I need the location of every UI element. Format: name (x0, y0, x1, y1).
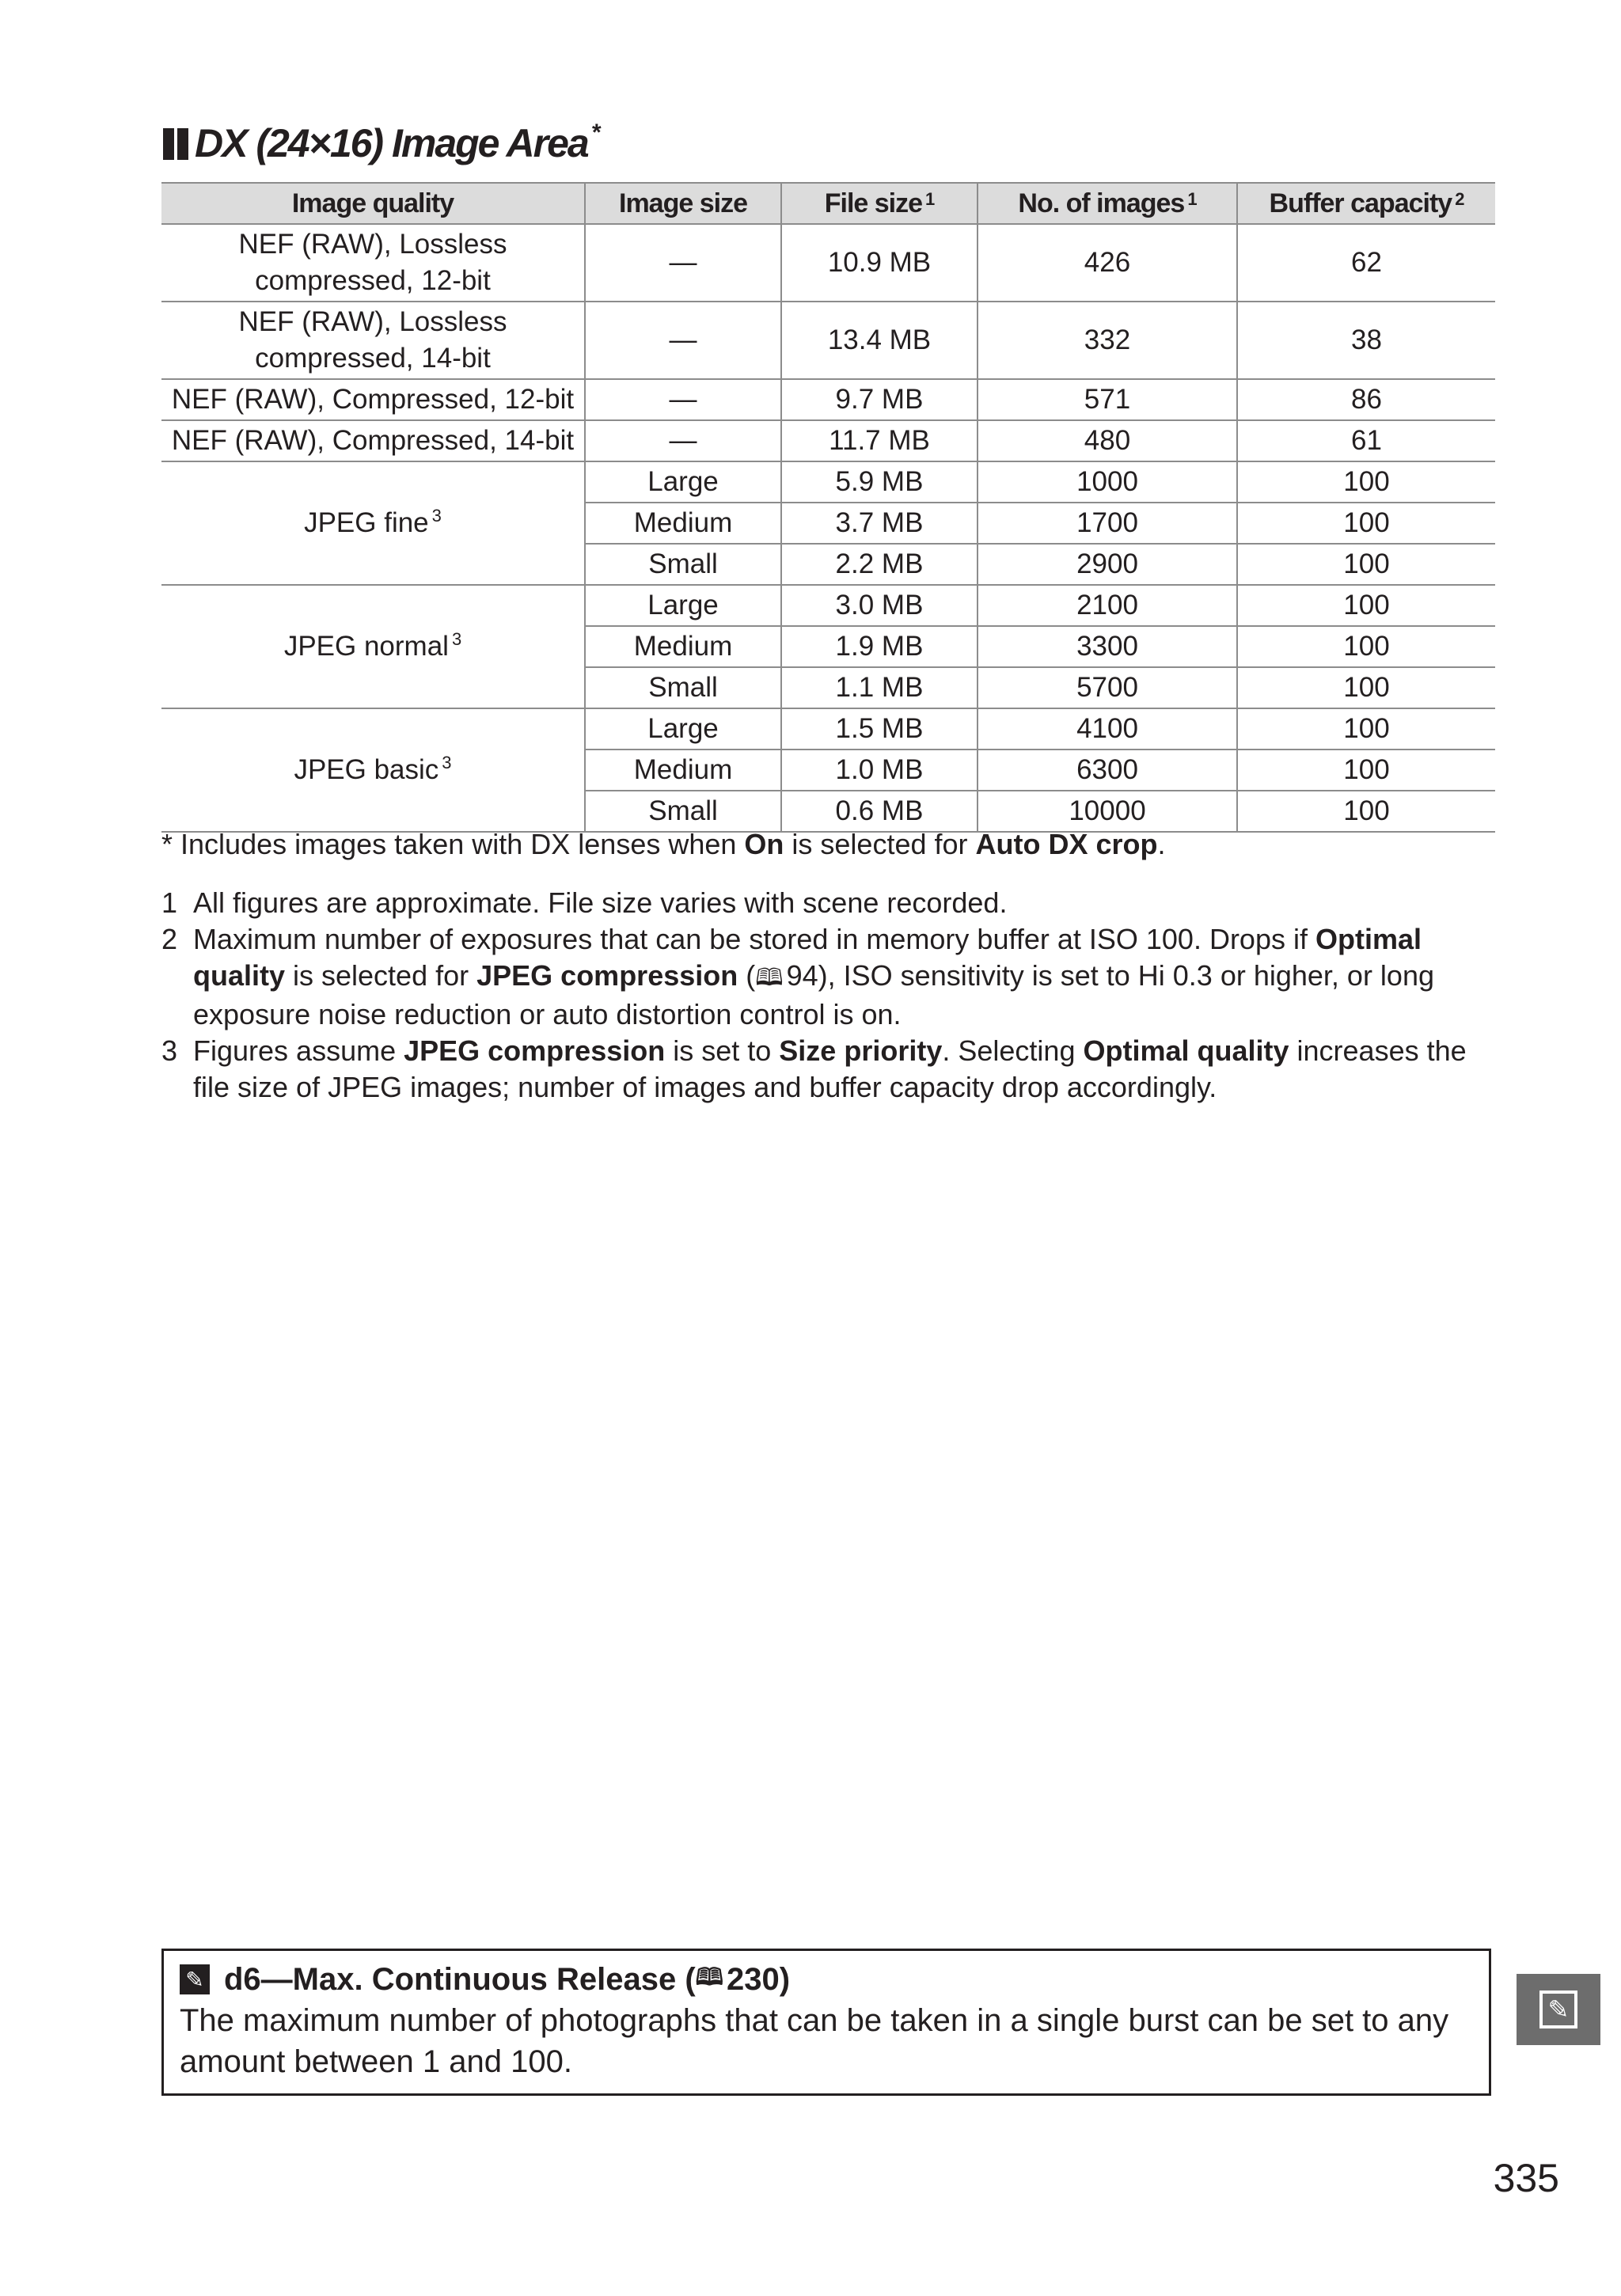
cell-image-size: Large (585, 708, 781, 750)
cell-file-size: 1.0 MB (781, 750, 978, 791)
table-row (161, 224, 1495, 302)
header-file-size: File size $^1$ (781, 183, 978, 224)
footnotes (161, 826, 1507, 1106)
cell-file-size: 3.0 MB (781, 585, 978, 626)
cell-file-size: 1.5 MB (781, 708, 978, 750)
table-row (161, 585, 1495, 626)
footnote-1: 1 All figures are approximate. File size varies with scene recorded. (161, 886, 1008, 919)
cell-number-of-images: 5700 (978, 667, 1237, 708)
section-marker-icon (163, 128, 188, 160)
section-title-asterisk: * (590, 120, 601, 146)
cell-image-size: Medium (585, 626, 781, 667)
cell-file-size: 5.9 MB (781, 461, 978, 503)
cell-number-of-images: 10000 (978, 791, 1237, 832)
section-tab[interactable] (1517, 1974, 1600, 2045)
cell-image-size: — (585, 302, 781, 379)
page-number: 335 (1493, 2156, 1559, 2200)
pencil-icon: ✎ (180, 1964, 210, 1994)
cell-image-quality: NEF (RAW), Lossless compressed, 12-bit (161, 224, 585, 302)
cell-number-of-images: 1000 (978, 461, 1237, 503)
table-row (161, 302, 1495, 379)
cell-number-of-images: 480 (978, 420, 1237, 461)
cell-image-quality: NEF (RAW), Compressed, 14-bit (161, 420, 585, 461)
cell-number-of-images: 4100 (978, 708, 1237, 750)
cell-number-of-images: 426 (978, 224, 1237, 302)
cell-buffer-capacity: 100 (1237, 750, 1495, 791)
footnote-2: 2 Maximum number of exposures that can be stored in memory buffer at ISO 100. Drops if Optimal quality is selected for JPEG compression (🕮 94), ISO sensitivity is set to Hi 0.3 or higher, or long exposure noise reduction or auto distortion control is on. (161, 923, 1434, 1030)
cell-image-size: Small (585, 791, 781, 832)
table-row (161, 420, 1495, 461)
cell-jpeg-fine: JPEG fine $^3$ (161, 461, 585, 585)
header-image-size: Image size (585, 183, 781, 224)
cell-buffer-capacity: 62 (1237, 224, 1495, 302)
header-buffer-capacity: Buffer capacity $^2$ (1237, 183, 1495, 224)
header-image-quality: Image quality (161, 183, 585, 224)
cell-file-size: 9.7 MB (781, 379, 978, 420)
section-title-text: DX (24×16) Image Area (195, 121, 588, 165)
cell-image-size: Large (585, 585, 781, 626)
cell-image-quality: NEF (RAW), Compressed, 12-bit (161, 379, 585, 420)
cell-file-size: 2.2 MB (781, 544, 978, 585)
book-reference-icon: 🕮 (755, 965, 784, 991)
cell-number-of-images: 6300 (978, 750, 1237, 791)
cell-image-quality: NEF (RAW), Lossless compressed, 14-bit (161, 302, 585, 379)
cell-number-of-images: 2900 (978, 544, 1237, 585)
table-row (161, 461, 1495, 503)
cell-buffer-capacity: 100 (1237, 544, 1495, 585)
reference-pencil-icon: ✎ (1539, 1990, 1577, 2028)
cell-number-of-images: 3300 (978, 626, 1237, 667)
table-header-row (161, 183, 1495, 224)
page-reference-link[interactable]: 230 (727, 1961, 780, 1997)
cell-buffer-capacity: 100 (1237, 667, 1495, 708)
cell-buffer-capacity: 100 (1237, 585, 1495, 626)
cell-image-size: Small (585, 544, 781, 585)
cell-file-size: 11.7 MB (781, 420, 978, 461)
cell-file-size: 1.1 MB (781, 667, 978, 708)
book-reference-icon: 🕮 (695, 1964, 724, 1990)
cell-file-size: 1.9 MB (781, 626, 978, 667)
note-body: The maximum number of photographs that can be taken in a single burst can be set to any amount between 1 and 100. (180, 2003, 1449, 2079)
footnote-3: 3 Figures assume JPEG compression is set to Size priority. Selecting Optimal quality increases the file size of JPEG images; number of images and buffer capacity drop accordingly. (161, 1034, 1467, 1103)
cell-buffer-capacity: 100 (1237, 503, 1495, 544)
cell-buffer-capacity: 38 (1237, 302, 1495, 379)
cell-image-size: Medium (585, 503, 781, 544)
cell-buffer-capacity: 100 (1237, 626, 1495, 667)
section-title (163, 117, 600, 169)
table-row (161, 708, 1495, 750)
cell-number-of-images: 1700 (978, 503, 1237, 544)
cell-buffer-capacity: 61 (1237, 420, 1495, 461)
cell-image-size: Large (585, 461, 781, 503)
cell-number-of-images: 571 (978, 379, 1237, 420)
cell-buffer-capacity: 100 (1237, 461, 1495, 503)
cell-image-size: — (585, 224, 781, 302)
cell-jpeg-normal: JPEG normal $^3$ (161, 585, 585, 708)
footnote-asterisk: * Includes images taken with DX lenses when On is selected for Auto DX crop. (161, 828, 1166, 860)
note-title: ✎ d6—Max. Continuous Release ( 🕮 230 ) (180, 1959, 1473, 2000)
cell-number-of-images: 2100 (978, 585, 1237, 626)
cell-image-size: Medium (585, 750, 781, 791)
cell-buffer-capacity: 100 (1237, 791, 1495, 832)
table-row (161, 379, 1495, 420)
header-number-of-images: No. of images $^1$ (978, 183, 1237, 224)
cell-image-size: — (585, 379, 781, 420)
cell-number-of-images: 332 (978, 302, 1237, 379)
cell-image-size: — (585, 420, 781, 461)
note-box (161, 1949, 1491, 2096)
cell-image-size: Small (585, 667, 781, 708)
image-area-table (161, 182, 1495, 833)
cell-file-size: 13.4 MB (781, 302, 978, 379)
cell-jpeg-basic: JPEG basic $^3$ (161, 708, 585, 832)
page-reference-link[interactable]: 94 (786, 959, 818, 992)
cell-buffer-capacity: 86 (1237, 379, 1495, 420)
cell-file-size: 10.9 MB (781, 224, 978, 302)
cell-file-size: 0.6 MB (781, 791, 978, 832)
cell-file-size: 3.7 MB (781, 503, 978, 544)
cell-buffer-capacity: 100 (1237, 708, 1495, 750)
